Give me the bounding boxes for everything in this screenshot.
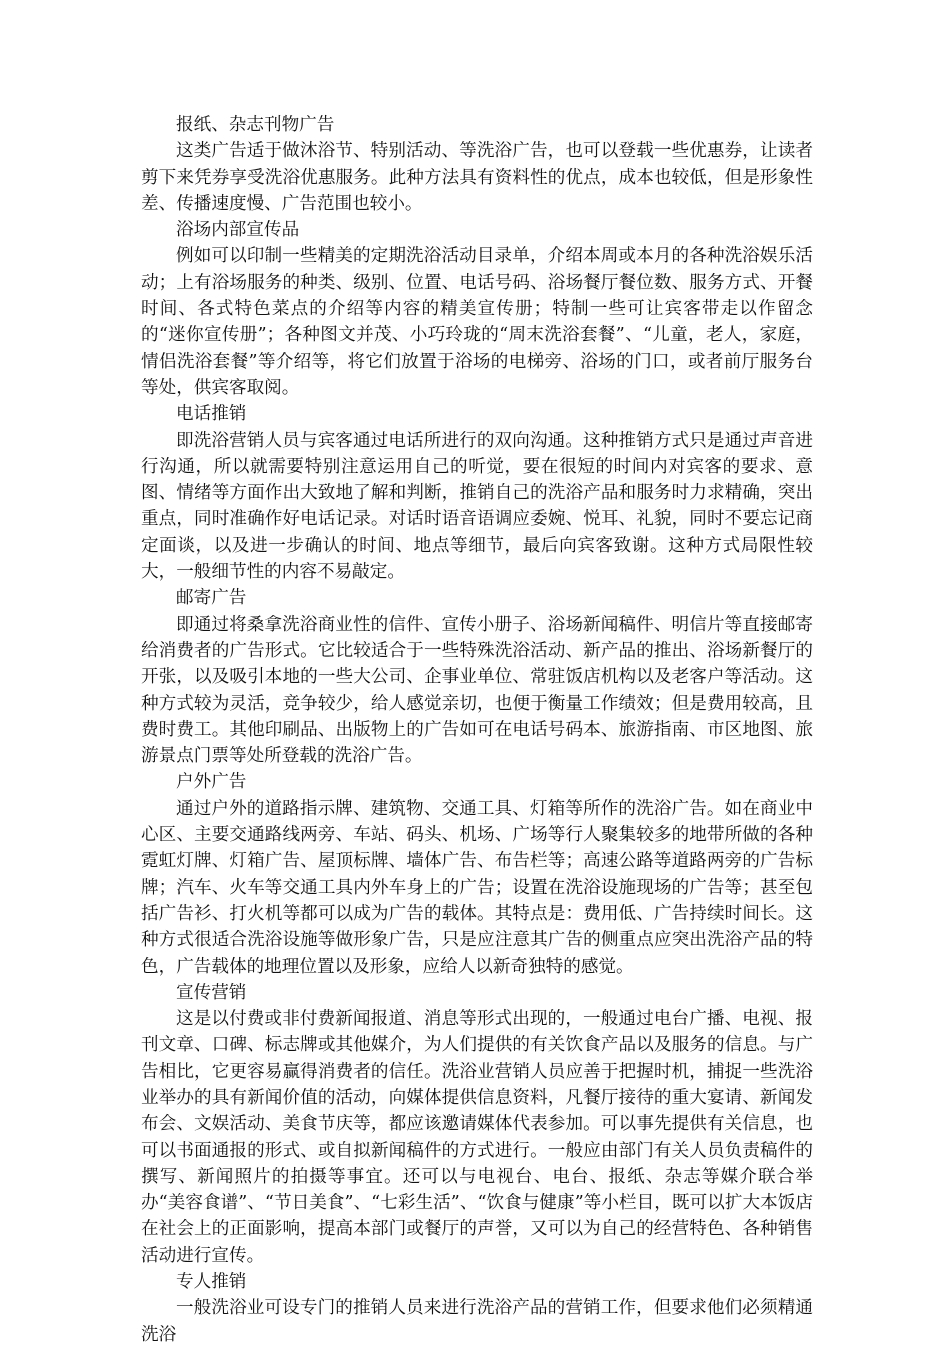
section-heading: 专人推销	[176, 1272, 247, 1293]
section-paragraph: 例如可以印制一些精美的定期洗浴活动目录单，介绍本周或本月的各种洗浴娱乐活动；上有浴场服务的种类、级别、位置、电话号码、浴场餐厅餐位数、服务方式、开餐时间、各式特色菜点的介绍等内容的精美宣传册；特制一些可让宾客带走以作留念的“迷你宣传册”；各种图文并茂、小巧玲珑的“周末洗浴套餐”、“儿童，老人，家庭，情侣洗浴套餐”等介绍等，将它们放置于浴场的电梯旁、浴场的门口，或者前厅服务台等处，供宾客取阅。	[141, 246, 813, 398]
section-heading: 报纸、杂志刊物广告	[176, 115, 335, 135]
section-heading: 户外广告	[176, 772, 247, 793]
document-page	[141, 112, 813, 1348]
section-paragraph: 一般洗浴业可设专门的推销人员来进行洗浴产品的营销工作，但要求他们必须精通洗浴	[141, 1298, 813, 1345]
section-heading: 邮寄广告	[176, 588, 247, 609]
section-paragraph: 这类广告适于做沐浴节、特别活动、等洗浴广告，也可以登载一些优惠券，让读者剪下来凭券享受洗浴优惠服务。此种方法具有资料性的优点，成本也较低，但是形象性差、传播速度慢、广告范围也较小。	[141, 141, 813, 214]
section-paragraph: 即洗浴营销人员与宾客通过电话所进行的双向沟通。这种推销方式只是通过声音进行沟通，所以就需要特别注意运用自己的听觉，要在很短的时间内对宾客的要求、意图、情绪等方面作出大致地了解和判断，推销自己的洗浴产品和服务时力求精确，突出重点，同时准确作好电话记录。对话时语音语调应委婉、悦耳、礼貌，同时不要忘记商定面谈，以及进一步确认的时间、地点等细节，最后向宾客致谢。这种方式局限性较大，一般细节性的内容不易敲定。	[141, 430, 813, 583]
section-heading: 电话推销	[176, 404, 247, 425]
section-paragraph: 这是以付费或非付费新闻报道、消息等形式出现的，一般通过电台广播、电视、报刊文章、口碑、标志牌或其他媒介，为人们提供的有关饮食产品以及服务的信息。与广告相比，它更容易赢得消费者的信任。洗浴业营销人员应善于把握时机，捕捉一些洗浴业举办的具有新闻价值的活动，向媒体提供信息资料，凡餐厅接待的重大宴请、新闻发布会、文娱活动、美食节庆等，都应该邀请媒体代表参加。可以事先提供有关信息，也可以书面通报的形式、或自拟新闻稿件的方式进行。一般应由部门有关人员负责稿件的撰写、新闻照片的拍摄等事宜。还可以与电视台、电台、报纸、杂志等媒介联合举办“美容食谱”、“节日美食”、“七彩生活”、“饮食与健康”等小栏目，既可以扩大本饭店在社会上的正面影响，提高本部门或餐厅的声誉，又可以为自己的经营特色、各种销售活动进行宣传。	[141, 1009, 813, 1266]
section-heading: 宣传营销	[176, 982, 247, 1003]
section-heading: 浴场内部宣传品	[176, 220, 300, 241]
section-paragraph: 通过户外的道路指示牌、建筑物、交通工具、灯箱等所作的洗浴广告。如在商业中心区、主要交通路线两旁、车站、码头、机场、广场等行人聚集较多的地带所做的各种霓虹灯牌、灯箱广告、屋顶标牌、墙体广告、布告栏等；高速公路等道路两旁的广告标牌；汽车、火车等交通工具内外车身上的广告；设置在洗浴设施现场的广告等；甚至包括广告衫、打火机等都可以成为广告的载体。其特点是：费用低、广告持续时间长。这种方式很适合洗浴设施等做形象广告，只是应注意其广告的侧重点应突出洗浴产品的特色，广告载体的地理位置以及形象，应给人以新奇独特的感觉。	[141, 798, 813, 977]
section-paragraph: 即通过将桑拿洗浴商业性的信件、宣传小册子、浴场新闻稿件、明信片等直接邮寄给消费者的广告形式。它比较适合于一些特殊洗浴活动、新产品的推出、浴场新餐厅的开张，以及吸引本地的一些大公司、企事业单位、常驻饭店机构以及老客户等活动。这种方式较为灵活，竞争较少，给人感觉亲切，也便于衡量工作绩效；但是费用较高，且费时费工。其他印刷品、出版物上的广告如可在电话号码本、旅游指南、市区地图、旅游景点门票等处所登载的洗浴广告。	[141, 614, 813, 767]
